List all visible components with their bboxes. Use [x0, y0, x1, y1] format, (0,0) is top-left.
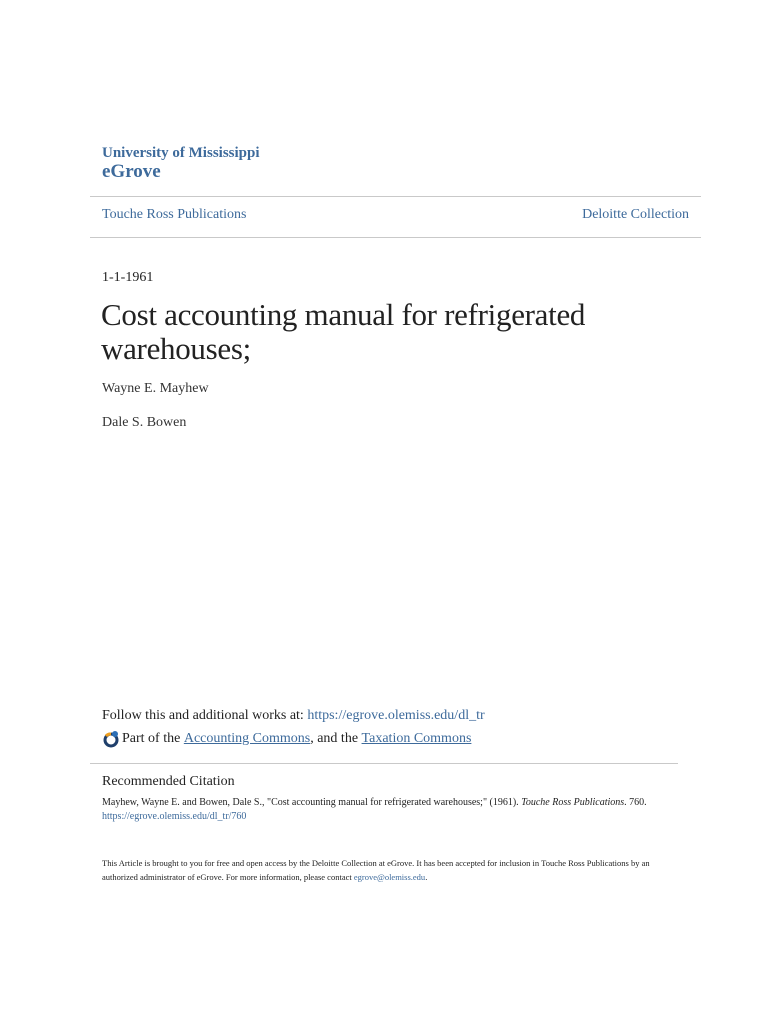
- repository-name[interactable]: eGrove: [102, 160, 161, 182]
- follow-url-link[interactable]: https://egrove.olemiss.edu/dl_tr: [307, 708, 485, 723]
- document-title: [101, 298, 621, 366]
- citation-url-link[interactable]: https://egrove.olemiss.edu/dl_tr/760: [102, 811, 247, 822]
- institution-name[interactable]: University of Mississippi: [102, 145, 260, 161]
- follow-prefix: Follow this and additional works at:: [102, 708, 308, 723]
- part-of-line: [102, 730, 471, 748]
- publication-date: 1-1-1961: [102, 270, 154, 285]
- series-link-touche-ross[interactable]: Touche Ross Publications: [102, 207, 247, 222]
- taxation-commons-link[interactable]: Taxation Commons: [361, 731, 472, 746]
- citation-divider: [90, 763, 678, 764]
- part-of-prefix: Part of the: [122, 731, 181, 746]
- citation-series: Touche Ross Publications: [521, 797, 625, 808]
- title-line-2: warehouses;: [101, 331, 251, 366]
- author-1: Wayne E. Mayhew: [102, 381, 209, 396]
- access-end: .: [425, 872, 428, 882]
- access-statement: [102, 856, 662, 884]
- citation-number: . 760.: [624, 797, 647, 808]
- bepress-commons-icon: [102, 730, 120, 748]
- title-line-1: Cost accounting manual for refrigerated: [101, 297, 586, 332]
- author-2: Dale S. Bowen: [102, 415, 187, 430]
- accounting-commons-link[interactable]: Accounting Commons: [183, 731, 311, 746]
- divider-bottom: [90, 237, 701, 238]
- citation-main: Mayhew, Wayne E. and Bowen, Dale S., "Cost accounting manual for refrigerated warehouses;" (1961).: [102, 797, 522, 808]
- contact-email-link[interactable]: egrove@olemiss.edu: [353, 872, 426, 882]
- recommended-citation-heading: Recommended Citation: [102, 774, 235, 789]
- access-text: This Article is brought to you for free and open access by the Deloitte Collection at eGrove. It has been accepted for inclusion in Touche Ross Publications by an authorized administrator of eGrove. For more information, please contact: [102, 858, 650, 882]
- citation-text: [102, 796, 702, 824]
- series-link-deloitte[interactable]: Deloitte Collection: [582, 207, 689, 222]
- part-of-middle: , and the: [310, 731, 359, 746]
- divider-top: [90, 196, 701, 197]
- institution-header: [102, 145, 260, 182]
- follow-line: [102, 708, 485, 724]
